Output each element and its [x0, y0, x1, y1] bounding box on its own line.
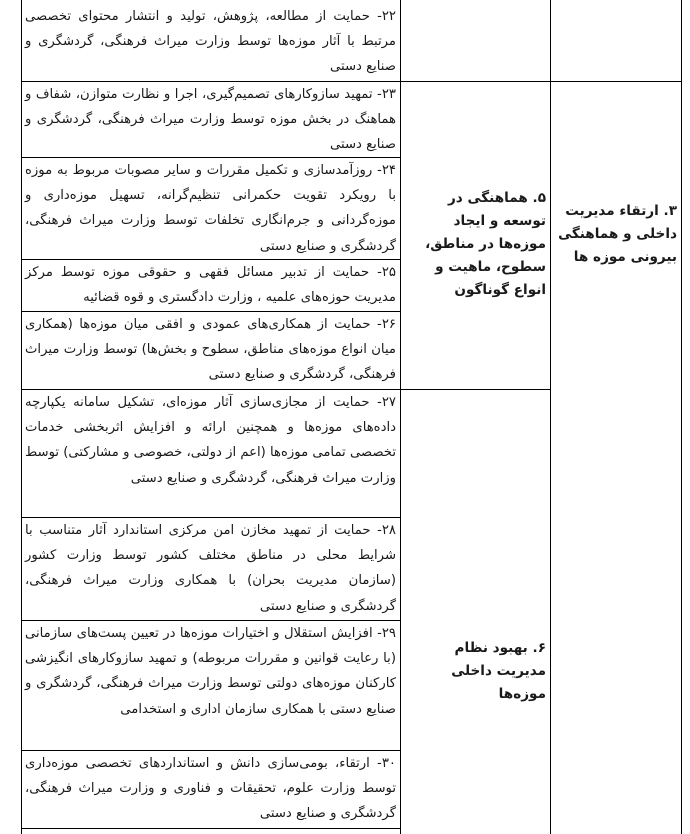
item-22: ۲۲- حمایت از مطالعه، پژوهش، تولید و انتشار محتوای تخصصی مرتبط با آثار موزه‌ها توسط وزارت میراث فرهنگی، گردشگری و صنایع دستی [25, 9, 396, 75]
table-border-left [21, 0, 22, 834]
table-border-col2 [550, 0, 551, 834]
row-border [21, 828, 401, 829]
item-25: ۲۵- حمایت از تدبیر مسائل فقهی و حقوقی موزه توسط مرکز مدیریت حوزه‌های علمیه ، وزارت دادگستری و قوه قضائیه [25, 265, 396, 306]
section-title-6: ۶. بهبود نظام مدیریت داخلی موزه‌ها [451, 640, 546, 702]
section-title-5: ۵. هماهنگی در توسعه و ایجاد موزه‌ها در مناطق، سطوح، ماهیت و انواع گوناگون [425, 190, 546, 298]
item-27: ۲۷- حمایت از مجازی‌سازی آثار موزه‌ای، تشکیل سامانه یکپارچه داده‌های موزه‌ها و همچنین ارائه و افزایش اثربخشی خدمات تخصصی تمامی موزه‌ها (اعم از دولتی، خصوصی و مشارکتی) توسط وزارت میراث فرهنگی، گردشگری و صنایع دستی [25, 395, 396, 486]
item-29: ۲۹- افزایش استقلال و اختیارات موزه‌ها در تعیین پست‌های سازمانی (با رعایت قوانین و مقررات مربوطه) و تمهید سازوکارهای انگیزشی کارکنان موزه‌های دولتی توسط وزارت میراث فرهنگی، گردشگری و صنایع دستی با همکاری سازمان اداری و استخدامی [25, 626, 396, 717]
item-26: ۲۶- حمایت از همکاری‌های عمودی و افقی میان موزه‌ها (همکاری میان انواع موزه‌های مناطق، سطوح و بخش‌ها) توسط وزارت میراث فرهنگی، گردشگری و صنایع دستی [25, 317, 396, 383]
item-28: ۲۸- حمایت از تمهید مخازن امن مرکزی استاندارد آثار متناسب با شرایط محلی در مناطق مختلف کشور توسط وزارت کشور (سازمان مدیریت بحران) با همکاری وزارت میراث فرهنگی، گردشگری و صنایع دستی [25, 523, 396, 614]
item-30: ۳۰- ارتقاء، بومی‌سازی دانش و استانداردهای تخصصی موزه‌داری توسط وزارت علوم، تحقیقات و فناوری و وزارت میراث فرهنگی، گردشگری و صنایع دستی [25, 756, 396, 822]
item-23: ۲۳- تمهید سازوکارهای تصمیم‌گیری، اجرا و نظارت متوازن، شفاف و هماهنگ در بخش موزه توسط وزارت میراث فرهنگی، گردشگری و صنایع دستی [25, 87, 396, 153]
section-title-3: ۳. ارتقاء مدیریت داخلی و هماهنگی بیرونی موزه ها [558, 203, 677, 265]
item-24: ۲۴- روزآمدسازی و تکمیل مقررات و سایر مصوبات مربوط به موزه با رویکرد تقویت حکمرانی تنظیم‌گرانه، تسهیل موزه‌داری و موزه‌گردانی و جرم‌انگاری تخلفات توسط وزارت میراث فرهنگی، گردشگری و صنایع دستی [25, 163, 396, 254]
table-border-right [681, 0, 682, 834]
table-border-col1 [400, 0, 401, 834]
